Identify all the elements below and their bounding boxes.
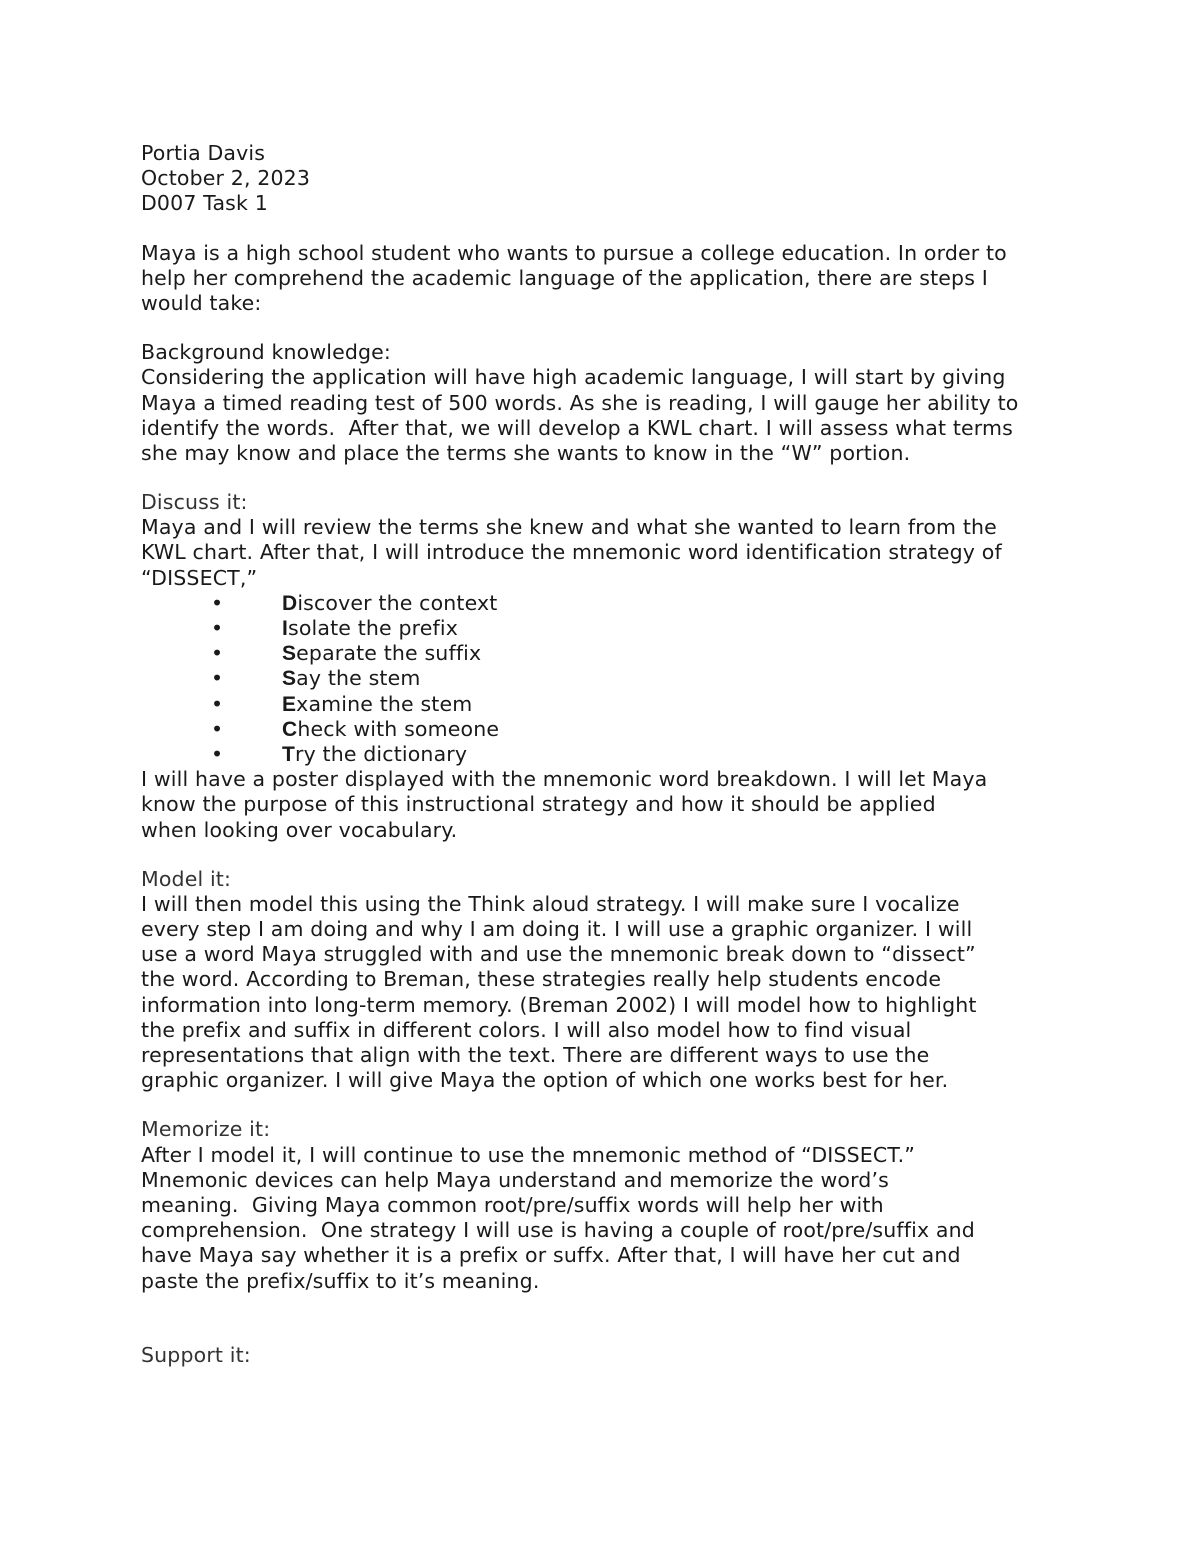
- mnemonic-letter: S: [282, 667, 297, 691]
- spacer: [141, 217, 1071, 241]
- bullet-icon: •: [211, 691, 224, 716]
- mnemonic-letter: I: [282, 617, 288, 640]
- bullet-icon: •: [211, 741, 224, 766]
- spacer: [141, 466, 1071, 490]
- bullet-icon: •: [211, 616, 224, 640]
- paragraph-line: Maya and I will review the terms she knew and what she wanted to learn from the: [141, 515, 997, 540]
- mnemonic-letter: T: [282, 742, 295, 766]
- paragraph-line: representations that align with the text. There are different ways to use the: [141, 1043, 930, 1067]
- section-heading: Memorize it:: [141, 1117, 271, 1142]
- paragraph-line: have Maya say whether it is a prefix or suffx. After that, I will have her cut and: [141, 1243, 961, 1268]
- section-background: [141, 340, 1071, 466]
- mnemonic-letter: E: [282, 692, 297, 716]
- bullet-icon: •: [211, 716, 224, 741]
- list-item-text: eparate the suffix: [296, 641, 482, 666]
- paragraph-line: I will have a poster displayed with the mnemonic word breakdown. I will let Maya: [141, 767, 988, 792]
- spacer: [141, 316, 1071, 340]
- section-model: [141, 867, 1071, 1094]
- paragraph-line: the prefix and suffix in different colors. I will also model how to find visual: [141, 1017, 912, 1042]
- list-item: [141, 717, 1071, 742]
- list-item-text: xamine the stem: [296, 691, 473, 716]
- list-item: [141, 742, 1071, 767]
- list-item: [141, 666, 1071, 691]
- author-name: Portia Davis: [141, 141, 266, 165]
- bullet-icon: •: [211, 590, 224, 615]
- paragraph-line: I will then model this using the Think aloud strategy. I will make sure I vocalize: [141, 891, 960, 916]
- paragraph-line: every step I am doing and why I am doing it. I will use a graphic organizer. I will: [141, 917, 973, 942]
- section-heading: Support it:: [141, 1342, 251, 1367]
- spacer: [141, 1093, 1071, 1117]
- paragraph-line: KWL chart. After that, I will introduce the mnemonic word identification strategy of: [141, 540, 1002, 565]
- list-item: [141, 692, 1071, 717]
- mnemonic-letter: D: [282, 591, 298, 615]
- list-item-text: iscover the context: [297, 590, 498, 615]
- paragraph-line: the word. According to Breman, these strategies really help students encode: [141, 967, 942, 992]
- bullet-icon: •: [211, 641, 224, 666]
- paragraph-line: Maya is a high school student who wants to pursue a college education. In order to: [141, 240, 1007, 265]
- list-item-text: solate the prefix: [288, 616, 459, 640]
- paragraph-line: use a word Maya struggled with and use the mnemonic break down to “dissect”: [141, 942, 976, 967]
- paragraph-line: Mnemonic devices can help Maya understand and memorize the word’s: [141, 1167, 889, 1192]
- spacer: [141, 843, 1071, 867]
- list-item: [141, 591, 1071, 616]
- section-heading: Background knowledge:: [141, 340, 391, 365]
- paragraph-line: she may know and place the terms she wants to know in the “W” portion.: [141, 440, 911, 465]
- paragraph-line: identify the words. After that, we will develop a KWL chart. I will assess what terms: [141, 415, 1013, 440]
- paragraph-line: Considering the application will have high academic language, I will start by giving: [141, 365, 1006, 390]
- paragraph-line: information into long-term memory. (Breman 2002) I will model how to highlight: [141, 992, 977, 1017]
- task-label: D007 Task 1: [141, 191, 268, 216]
- paragraph-line: would take:: [141, 290, 262, 315]
- paragraph-line: know the purpose of this instructional strategy and how it should be applied: [141, 792, 936, 817]
- dissect-list: [141, 591, 1071, 767]
- document-date: October 2, 2023: [141, 166, 311, 191]
- spacer: [141, 1294, 1071, 1343]
- paragraph-line: Maya a timed reading test of 500 words. As she is reading, I will gauge her ability to: [141, 390, 1019, 415]
- list-item-text: ay the stem: [296, 666, 421, 691]
- intro-paragraph: [141, 241, 1071, 317]
- document-body: [141, 141, 1071, 1368]
- section-heading: Model it:: [141, 866, 232, 891]
- list-item-text: ry the dictionary: [294, 741, 468, 766]
- paragraph-line: when looking over vocabulary.: [141, 817, 458, 842]
- paragraph-line: graphic organizer. I will give Maya the option of which one works best for her.: [141, 1068, 949, 1093]
- paragraph-line: meaning. Giving Maya common root/pre/suffix words will help her with: [141, 1192, 884, 1217]
- mnemonic-letter: S: [282, 642, 297, 666]
- paragraph-line: paste the prefix/suffix to it’s meaning.: [141, 1268, 540, 1293]
- paragraph-line: After I model it, I will continue to use the mnemonic method of “DISSECT.”: [141, 1142, 916, 1167]
- list-item: [141, 616, 1071, 641]
- bullet-icon: •: [211, 666, 224, 691]
- paragraph-line: “DISSECT,”: [141, 565, 258, 590]
- section-heading: Discuss it:: [141, 490, 248, 515]
- paragraph-line: comprehension. One strategy I will use is having a couple of root/pre/suffix and: [141, 1218, 975, 1243]
- section-discuss: [141, 490, 1071, 843]
- mnemonic-letter: C: [282, 717, 298, 741]
- list-item-text: heck with someone: [297, 716, 500, 741]
- list-item: [141, 641, 1071, 666]
- paragraph-line: help her comprehend the academic language of the application, there are steps I: [141, 265, 988, 290]
- section-support: [141, 1343, 1071, 1368]
- section-memorize: [141, 1117, 1071, 1293]
